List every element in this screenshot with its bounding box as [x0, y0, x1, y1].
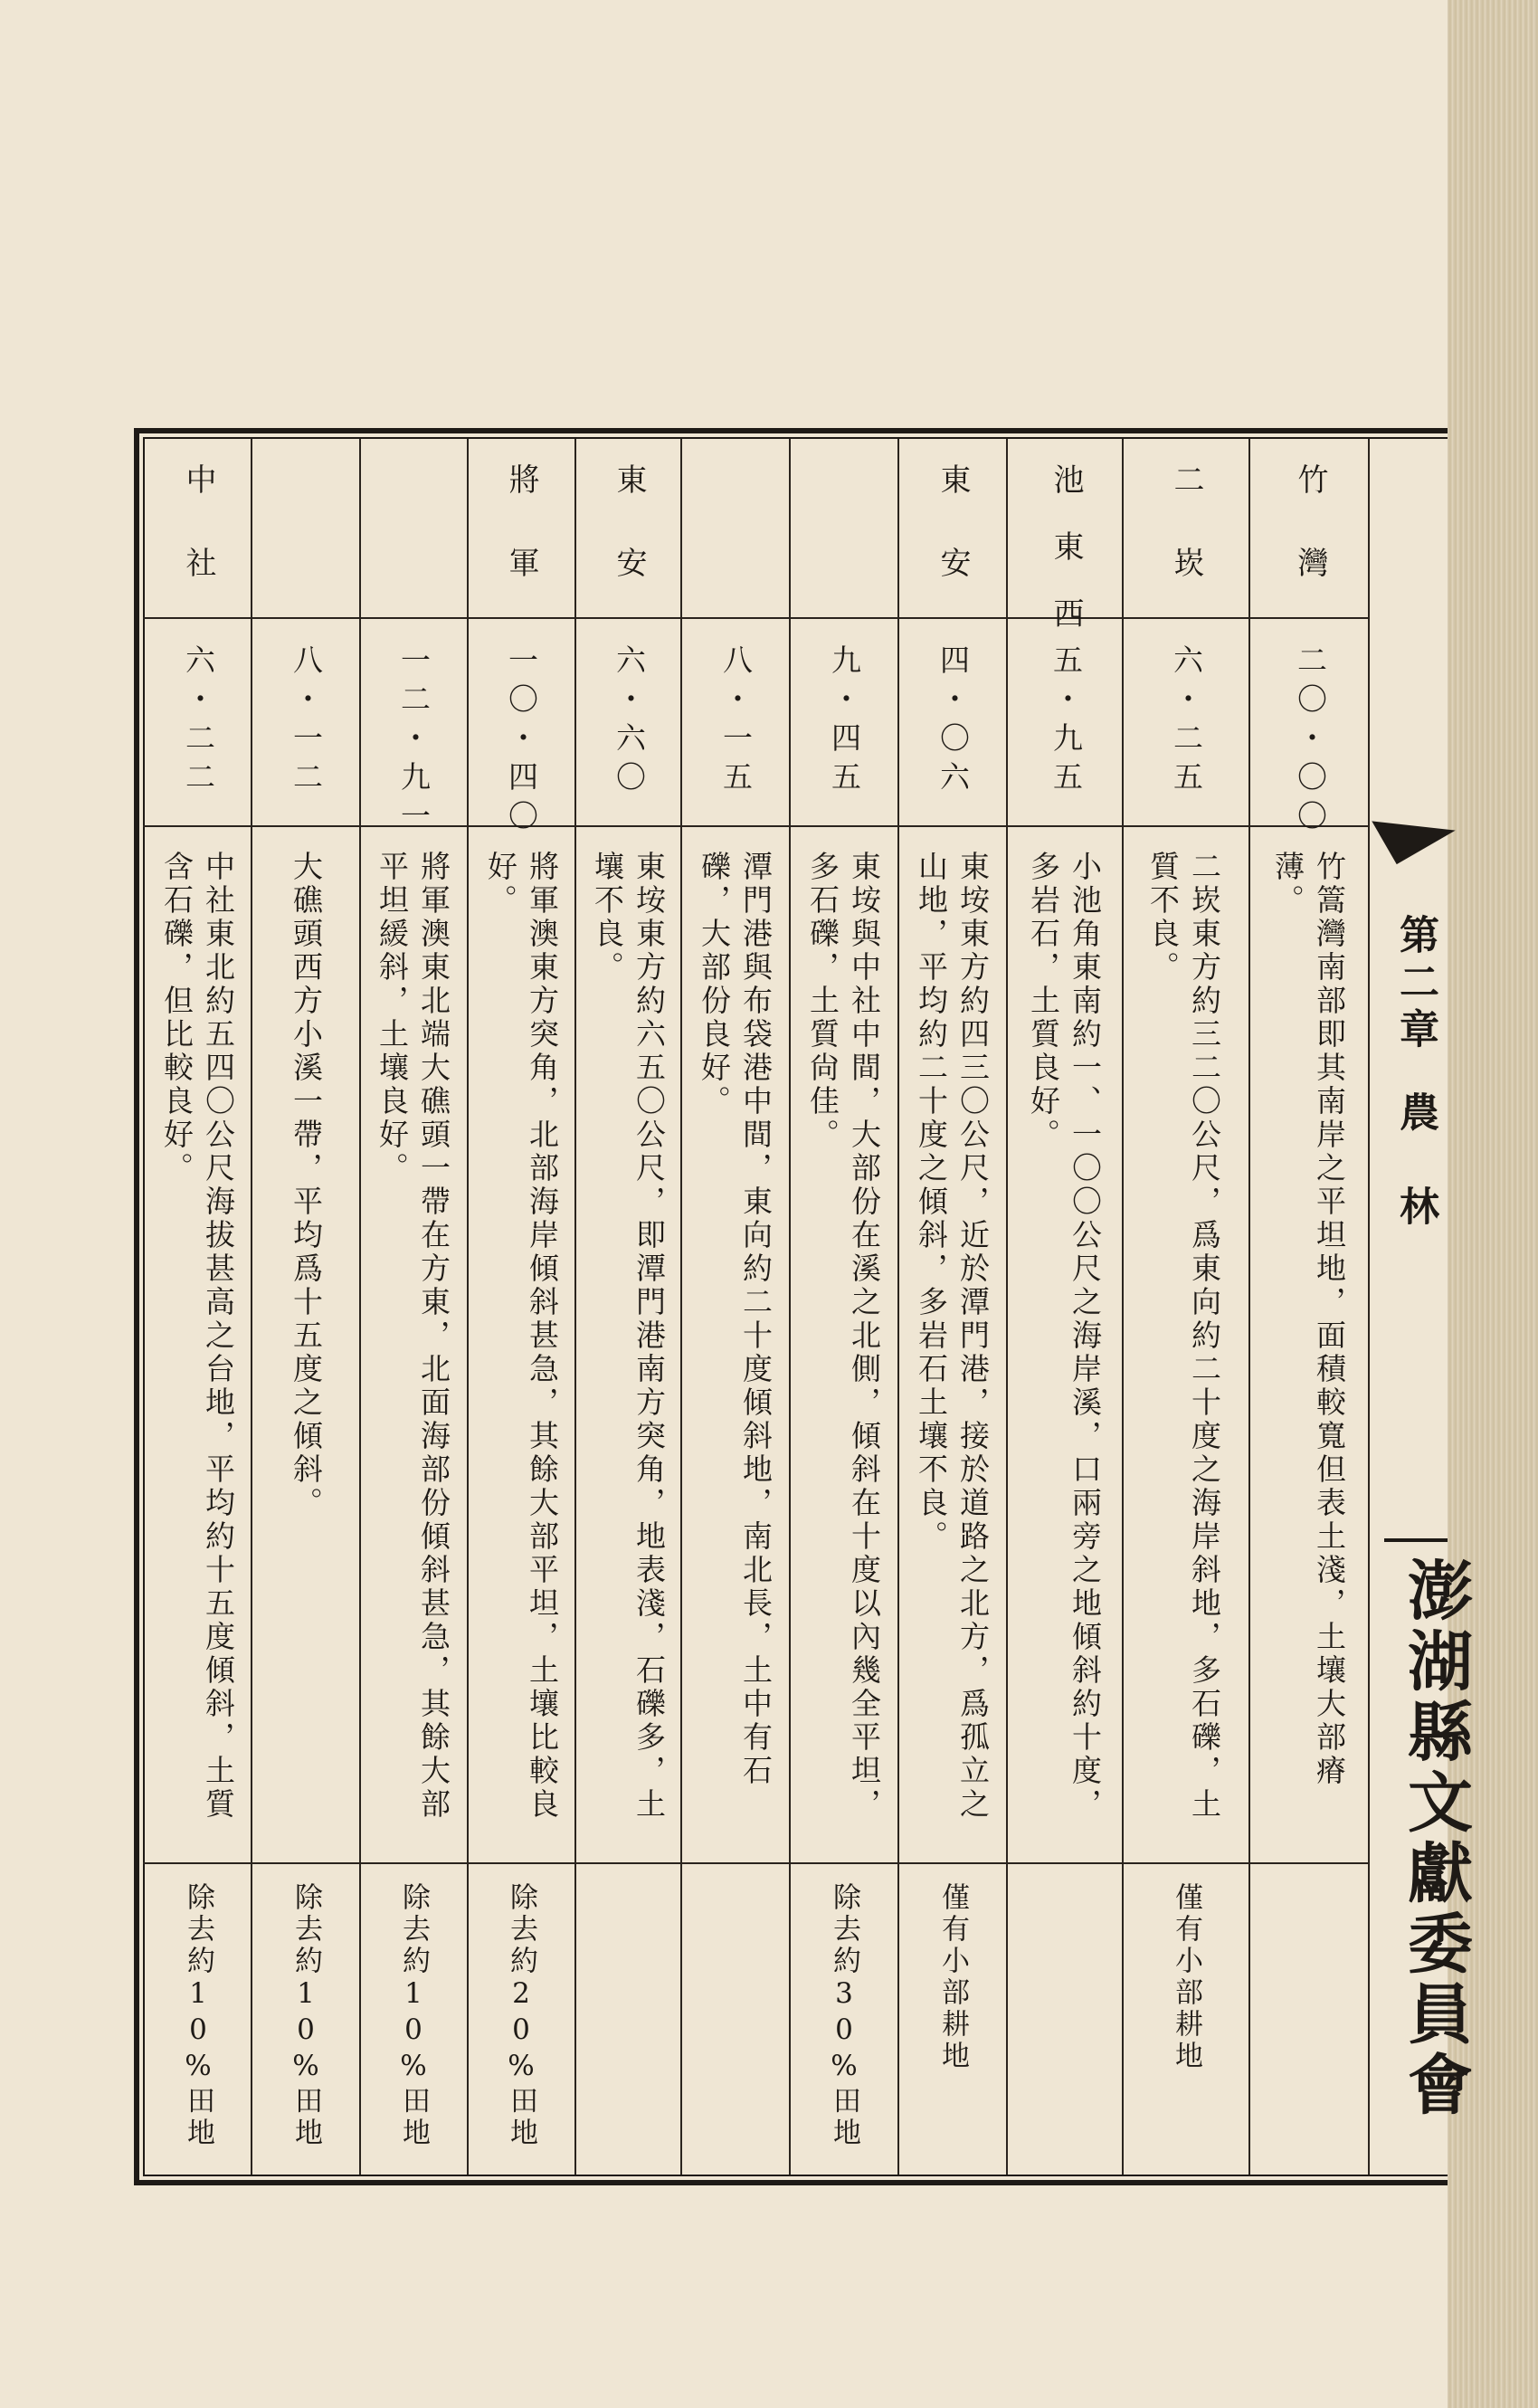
row-8-elevation: 一二・九一 [396, 644, 432, 839]
row-0-elevation: 二〇・〇〇 [1293, 644, 1328, 839]
chapter-subject: 農 林 [1392, 1091, 1438, 1233]
row-2-elevation: 五・九五 [1049, 644, 1084, 800]
row-4-description: 東垵與中社中間，大部份在溪之北側，傾斜在十度以內幾全平坦，多石礫，土質尙佳。 [805, 851, 882, 1822]
column-divider [680, 439, 682, 2175]
row-9-note: 除去約10%田地 [290, 1882, 322, 2149]
row-9-description: 大礁頭西方小溪一帶，平均爲十五度之傾斜。 [289, 851, 324, 1520]
row-5-description: 潭門港與布袋港中間，東向約二十度傾斜地，南北長，土中有石礫，大部份良好。 [697, 851, 774, 1788]
row-4-note: 除去約30%田地 [828, 1882, 860, 2149]
row-10-name: 中社 [180, 463, 216, 630]
row-0-name: 竹灣 [1292, 463, 1328, 630]
row-5-elevation: 八・一五 [718, 644, 754, 800]
column-divider [1006, 439, 1008, 2175]
row-7-name: 將軍 [503, 463, 539, 630]
row-3-name: 東安 [935, 463, 971, 630]
row-7-note: 除去約20%田地 [505, 1882, 537, 2149]
row-1-description: 二崁東方約三二〇公尺，爲東向約二十度之海岸斜地，多石礫，土質不良。 [1145, 851, 1222, 1822]
column-divider [251, 439, 252, 2175]
column-divider [1122, 439, 1124, 2175]
column-divider [1368, 439, 1370, 2175]
column-divider [1248, 439, 1250, 2175]
column-divider [789, 439, 791, 2175]
row-1-name: 二崁 [1168, 463, 1204, 630]
row-0-description: 竹篙灣南部即其南岸之平坦地，面積較寬但表土淺，土壤大部瘠薄。 [1270, 851, 1347, 1788]
row-10-note: 除去約10%田地 [182, 1882, 214, 2149]
description-note-divider [143, 1862, 1368, 1864]
row-1-elevation: 六・二五 [1169, 644, 1204, 800]
row-2-description: 小池角東南約一、一〇〇公尺之海岸溪，口兩旁之地傾斜約十度，多岩石，土質良好。 [1026, 851, 1103, 1822]
row-8-note: 除去約10%田地 [397, 1882, 430, 2149]
row-10-description: 中社東北約五四〇公尺海拔甚高之台地，平均約十五度傾斜，土質含石礫，但比較良好。 [159, 851, 236, 1822]
column-divider [467, 439, 469, 2175]
row-8-description: 將軍澳東北端大礁頭一帶在方東，北面海部份傾斜甚急，其餘大部平坦緩斜，土壤良好。 [375, 851, 451, 1822]
row-1-note: 僅有小部耕地 [1170, 1882, 1202, 2072]
row-3-note: 僅有小部耕地 [936, 1882, 969, 2072]
row-2-name: 池東西 [1048, 463, 1084, 664]
row-7-elevation: 一〇・四〇 [504, 644, 539, 839]
column-divider [574, 439, 576, 2175]
row-6-name: 東安 [611, 463, 647, 630]
row-10-elevation: 六・二二 [181, 644, 216, 800]
row-7-description: 將軍澳東方突角，北部海岸傾斜甚急，其餘大部平坦，土壤比較良好。 [483, 851, 560, 1822]
publisher-name: 澎湖縣文獻委員會 [1397, 1556, 1474, 2121]
row-6-description: 東垵東方約六五〇公尺，即潭門港南方突角，地表淺，石礫多，土壤不良。 [590, 851, 667, 1822]
row-6-elevation: 六・六〇 [612, 644, 647, 800]
column-divider [359, 439, 361, 2175]
elevation-description-divider [143, 825, 1368, 827]
margin-rule [1384, 1538, 1448, 1542]
chapter-heading [1386, 914, 1444, 1233]
chapter-title: 第二章 [1392, 914, 1438, 1055]
table-inner-border [143, 437, 1448, 2176]
row-3-elevation: 四・〇六 [935, 644, 971, 800]
column-divider [897, 439, 899, 2175]
row-3-description: 東垵東方約四三〇公尺，近於潭門港，接於道路之北方，爲孤立之山地，平均約二十度之傾斜，多岩石土壤不良。 [914, 851, 991, 1822]
row-4-elevation: 九・四五 [827, 644, 862, 800]
row-9-elevation: 八・一二 [289, 644, 324, 800]
